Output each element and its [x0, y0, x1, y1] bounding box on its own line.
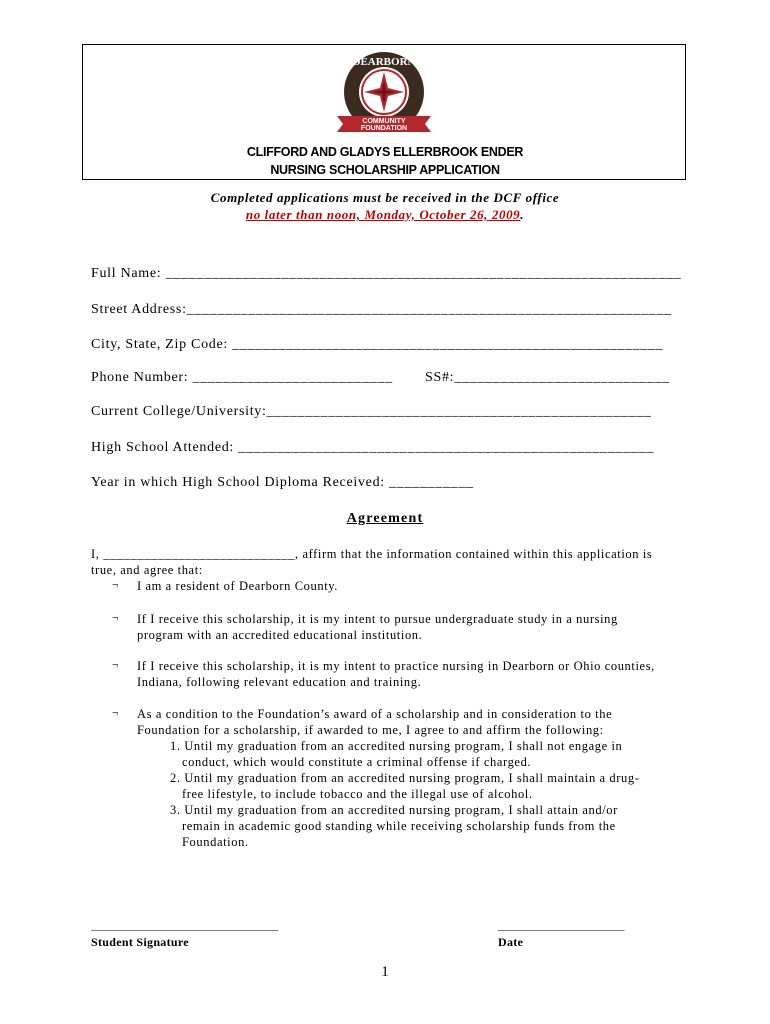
condition-1-line2: conduct, which would constitute a criminal offense if charged. — [182, 755, 532, 769]
date-line[interactable]: _______________________ — [498, 920, 625, 932]
logo-ring-text: DEARBORN — [352, 56, 416, 68]
condition-2-line1: 2. Until my graduation from an accredited nursing program, I shall maintain a drug- — [170, 771, 640, 785]
logo-banner-line2: FOUNDATION — [360, 125, 408, 132]
bullet-icon: ¬ — [112, 707, 119, 719]
deadline-text: no later than noon, Monday, October 26, 2009 — [245, 207, 521, 222]
dearborn-foundation-logo — [329, 48, 439, 144]
condition-3-line1: 3. Until my graduation from an accredited nursing program, I shall attain and/or — [170, 803, 618, 817]
city-state-zip-field[interactable]: City, State, Zip Code: ________________________________________________________ — [91, 337, 664, 352]
ssn-field[interactable]: SS#:____________________________ — [425, 370, 670, 385]
high-school-field[interactable]: High School Attended: ______________________________________________________ — [91, 440, 655, 455]
agreement-bullet-4-line1: As a condition to the Foundation’s award of a scholarship and in consideration to the — [137, 707, 613, 721]
street-address-field[interactable]: Street Address:_______________________________________________________________ — [91, 302, 672, 317]
agreement-bullet-2-line1: If I receive this scholarship, it is my intent to pursue undergraduate study in a nursing — [137, 612, 618, 626]
agreement-bullet-2-line2: program with an accredited educational institution. — [137, 628, 423, 642]
condition-1-line1: 1. Until my graduation from an accredited nursing program, I shall not engage in — [170, 739, 623, 753]
college-field[interactable]: Current College/University:__________________________________________________ — [91, 404, 652, 419]
bullet-icon: ¬ — [112, 579, 119, 591]
phone-number-field[interactable]: Phone Number: __________________________ — [91, 370, 393, 385]
agreement-bullet-4-line2: Foundation for a scholarship, if awarded to me, I agree to and affirm the following: — [137, 723, 604, 737]
full-name-field[interactable]: Full Name: ___________________________________________________________________ — [91, 266, 682, 281]
notice-line2 — [0, 207, 770, 223]
date-label: Date — [498, 935, 524, 949]
agreement-bullet-1: I am a resident of Dearborn County. — [137, 579, 339, 593]
page-number: 1 — [381, 964, 389, 980]
condition-3-line3: Foundation. — [182, 835, 249, 849]
bullet-icon: ¬ — [112, 659, 119, 671]
notice-period: . — [520, 207, 525, 222]
agreement-intro-line1: I, ____________________________, affirm that the information contained within this application is — [91, 547, 653, 561]
bullet-icon: ¬ — [112, 612, 119, 624]
title-line1: CLIFFORD AND GLADYS ELLERBROOK ENDER — [246, 145, 524, 159]
condition-2-line2: free lifestyle, to include tobacco and the illegal use of alcohol. — [182, 787, 533, 801]
diploma-year-field[interactable]: Year in which High School Diploma Received: ___________ — [91, 475, 474, 490]
agreement-bullet-3-line2: Indiana, following relevant education and training. — [137, 675, 422, 689]
agreement-intro-line2: true, and agree that: — [91, 563, 203, 577]
agreement-bullet-3-line1: If I receive this scholarship, it is my intent to practice nursing in Dearborn or Ohio counties, — [137, 659, 655, 673]
logo-banner-line1: COMMUNITY — [362, 118, 406, 125]
student-signature-label: Student Signature — [91, 935, 189, 949]
agreement-title: Agreement — [346, 511, 424, 526]
condition-3-line2: remain in academic good standing while receiving scholarship funds from the — [182, 819, 616, 833]
notice-line1: Completed applications must be received in the DCF office — [210, 190, 560, 205]
student-signature-line[interactable]: __________________________________ — [91, 920, 278, 932]
title-line2: NURSING SCHOLARSHIP APPLICATION — [270, 163, 500, 177]
